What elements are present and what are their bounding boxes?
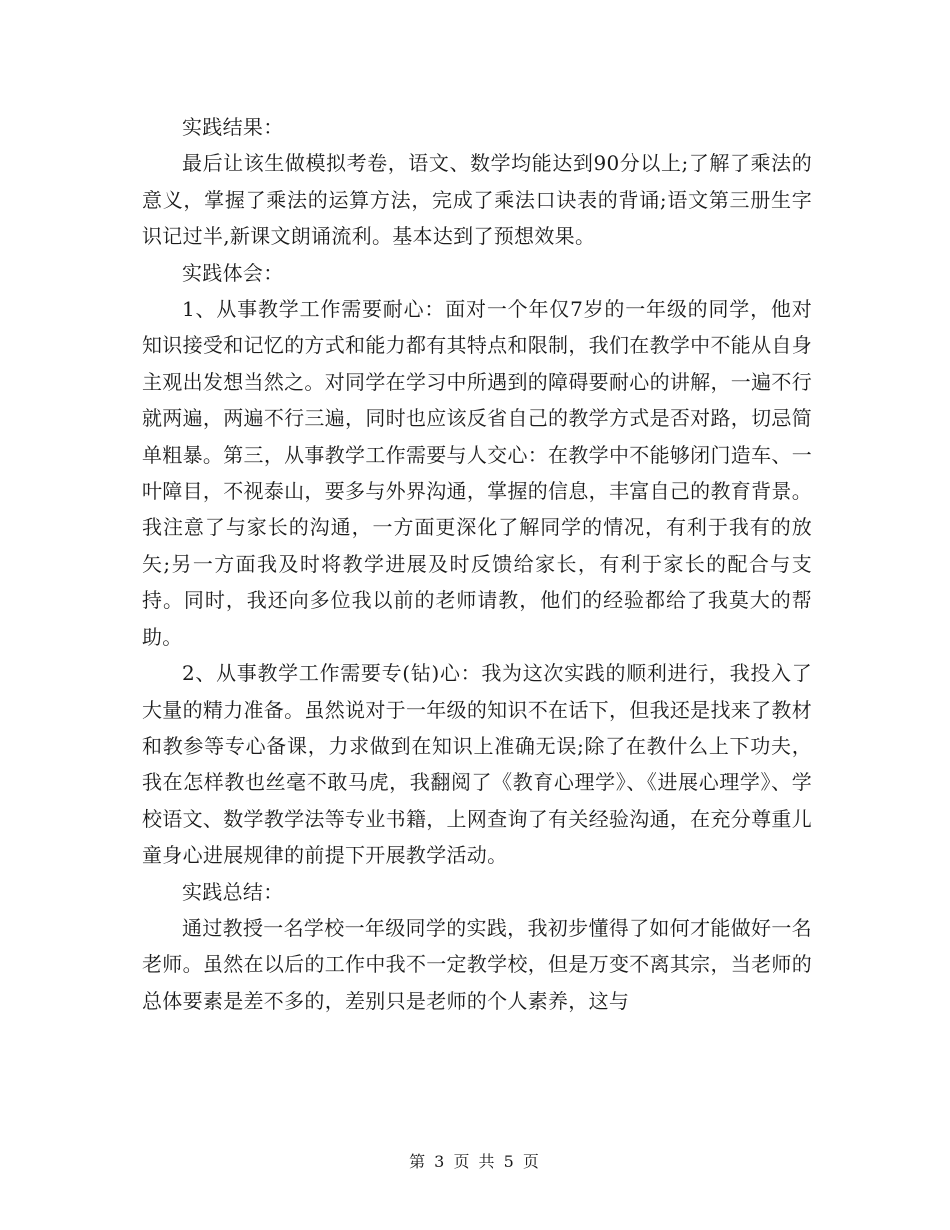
page-number-footer: 第 3 页 共 5 页 [409, 1152, 541, 1171]
document-body [142, 109, 812, 1019]
section-heading-experience: 实践体会： [182, 260, 284, 285]
section-heading-summary: 实践总结： [182, 879, 284, 904]
experience-paragraph-dedication: 2、从事教学工作需要专(钻)心：我为这次实践的顺利进行，我投入了大量的精力准备。虽然说对于一年级的知识不在话下，但我还是找来了教材和教参等专心备课，力求做到在知识上准确无误;除了在教什么上下功夫，我在怎样教也丝毫不敢马虎，我翻阅了《教育心理学》、《进展心理学》、学校语文、数学教学法等专业书籍，上网查询了有关经验沟通，在充分尊重儿童身心进展规律的前提下开展教学活动。 [142, 661, 812, 868]
experience-paragraph-patience: 1、从事教学工作需要耐心：面对一个年仅7岁的一年级的同学，他对知识接受和记忆的方式和能力都有其特点和限制，我们在教学中不能从自身主观出发想当然之。对同学在学习中所遇到的障碍要耐心的讲解，一遍不行就两遍，两遍不行三遍，同时也应该反省自己的教学方式是否对路，切忌简单粗暴。第三，从事教学工作需要与人交心：在教学中不能够闭门造车、一叶障目，不视泰山，要多与外界沟通，掌握的信息，丰富自己的教育背景。我注意了与家长的沟通，一方面更深化了解同学的情况，有利于我有的放矢;另一方面我及时将教学进展及时反馈给家长，有利于家长的配合与支持。同时，我还向多位我以前的老师请教，他们的经验都给了我莫大的帮助。 [142, 297, 812, 649]
results-paragraph: 最后让该生做模拟考卷，语文、数学均能达到90分以上;了解了乘法的意义，掌握了乘法的运算方法，完成了乘法口诀表的背诵;语文第三册生字识记过半,新课文朗诵流利。基本达到了预想效果。 [142, 151, 812, 249]
section-heading-results: 实践结果： [182, 115, 284, 139]
summary-paragraph: 通过教授一名学校一年级同学的实践，我初步懂得了如何才能做好一名老师。虽然在以后的工作中我不一定教学校，但是万变不离其宗，当老师的总体要素是差不多的，差别只是老师的个人素养，这与 [142, 915, 812, 1013]
